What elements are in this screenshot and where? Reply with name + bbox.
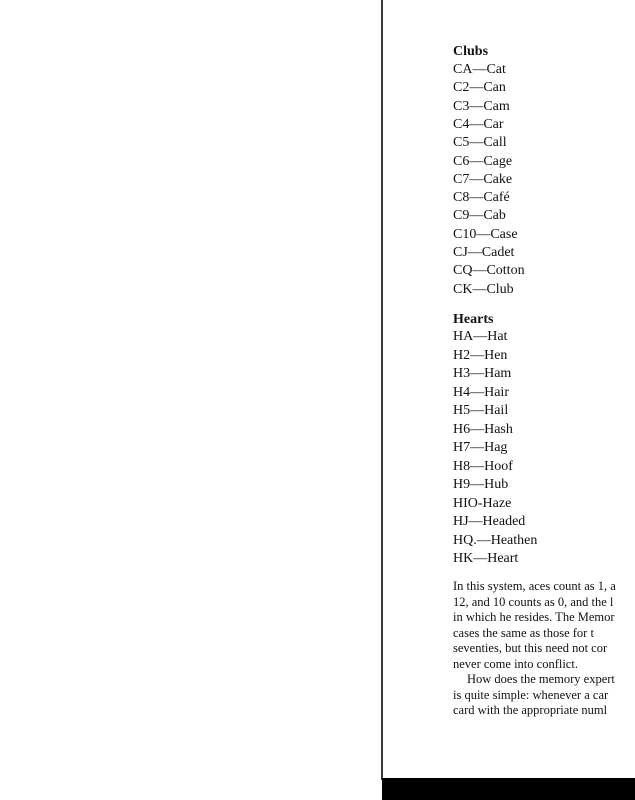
clubs-heading: Clubs xyxy=(453,44,489,59)
hearts-entry: H5—Hail xyxy=(453,403,509,418)
book-page xyxy=(383,0,635,778)
clubs-entry: C9—Cab xyxy=(453,208,506,224)
clubs-entry: C6—Cage xyxy=(453,153,513,169)
clubs-entry: C4—Car xyxy=(453,116,504,132)
clubs-entry: C8—Café xyxy=(453,190,510,206)
hearts-heading: Hearts xyxy=(453,312,494,327)
clubs-entry: C3—Cam xyxy=(453,98,510,114)
paragraph-line: cases the same as those for t xyxy=(453,625,594,640)
clubs-entry: C2—Can xyxy=(453,80,506,96)
paragraph-line: How does the memory expert xyxy=(467,672,615,686)
body-paragraph xyxy=(453,579,635,719)
paragraph-line: seventies, but this need not cor xyxy=(453,641,608,655)
hearts-entry: H8—Hoof xyxy=(453,458,513,474)
scan-bottom-shadow xyxy=(382,778,635,800)
paragraph-line: card with the appropriate numl xyxy=(453,703,608,717)
hearts-entry: H2—Hen xyxy=(453,347,508,363)
paragraph-line: in which he resides. The Memor xyxy=(453,610,615,624)
hearts-entry: HQ.—Heathen xyxy=(453,532,538,548)
hearts-entry: HA—Hat xyxy=(453,329,508,344)
clubs-entry: CQ—Cotton xyxy=(453,263,525,279)
paragraph-line: is quite simple: whenever a car xyxy=(453,687,609,702)
paragraph-line: In this system, aces count as 1, a xyxy=(453,579,616,593)
clubs-entry: C10—Case xyxy=(453,226,518,242)
hearts-entry: H4—Hair xyxy=(453,384,509,400)
paragraph-line: never come into conflict. xyxy=(453,656,578,671)
hearts-entry: H6—Hash xyxy=(453,421,513,437)
clubs-entry: CJ—Cadet xyxy=(453,245,515,260)
hearts-entry: H3—Ham xyxy=(453,366,512,381)
clubs-entry: CK—Club xyxy=(453,281,514,297)
hearts-entry: H9—Hub xyxy=(453,477,509,492)
hearts-entry: HK—Heart xyxy=(453,551,519,566)
clubs-entry: C7—Cake xyxy=(453,171,513,187)
hearts-entry: HJ—Headed xyxy=(453,514,526,529)
paragraph-line: 12, and 10 counts as 0, and the l xyxy=(453,594,614,609)
hearts-entry: HIO-Haze xyxy=(453,495,512,511)
clubs-entry: CA—Cat xyxy=(453,62,506,77)
clubs-entry: C5—Call xyxy=(453,135,507,151)
hearts-entry: H7—Hag xyxy=(453,440,508,455)
